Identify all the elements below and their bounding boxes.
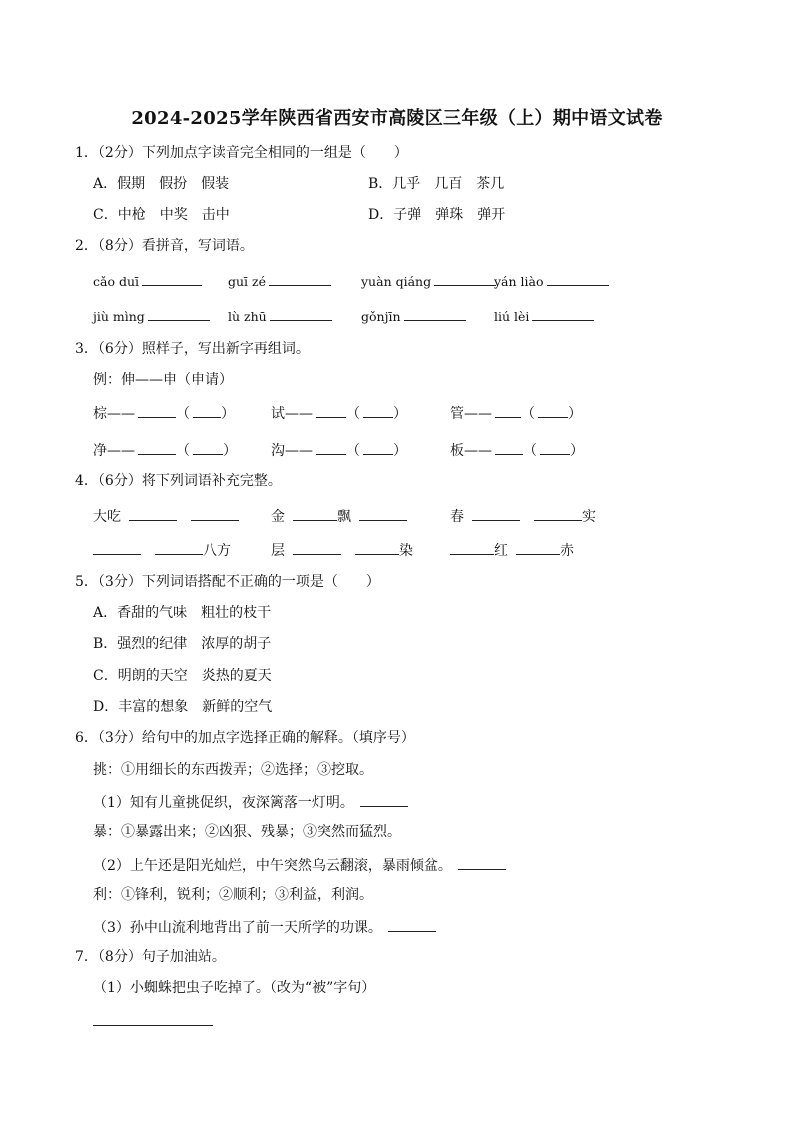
pinyin-item: [93, 271, 202, 291]
idiom-blank[interactable]: [359, 506, 407, 521]
pinyin-item: [228, 271, 331, 291]
idiom-part: 实: [582, 509, 596, 525]
close-paren: ）: [393, 443, 407, 459]
pinyin-item: [361, 306, 466, 326]
question-5-option-b: B．强烈的纪律 浓厚的胡子: [93, 636, 272, 652]
pinyin-text: jiù mìng: [93, 309, 145, 324]
idiom-blank[interactable]: [472, 506, 520, 521]
close-paren: ）: [221, 406, 235, 422]
idiom-blank[interactable]: [355, 540, 399, 555]
word-blank[interactable]: [193, 440, 223, 455]
idiom-blank[interactable]: [155, 540, 203, 555]
close-paren: ）: [568, 406, 582, 422]
sentence-item: [93, 855, 506, 875]
new-char-blank[interactable]: [316, 440, 346, 455]
question-7-stem: 7．（8分）句子加油站。: [75, 949, 226, 965]
sentence-item: [93, 792, 408, 812]
pinyin-text: lù zhū: [228, 309, 267, 324]
open-paren: （: [523, 443, 537, 459]
sentence-item: [93, 917, 436, 937]
open-paren: （: [346, 406, 360, 422]
idiom-item: [93, 540, 231, 560]
new-char-blank[interactable]: [138, 403, 176, 418]
question-1-option-c: C．中枪 中奖 击中: [93, 207, 230, 223]
pinyin-text: cǎo duī: [93, 274, 140, 289]
idiom-part: 八方: [203, 543, 231, 559]
answer-blank[interactable]: [547, 271, 609, 286]
question-7-sub-1: （1）小蜘蛛把虫子吃掉了。（改为“被”字句）: [93, 980, 376, 996]
question-3-stem: 3．（6分）照样子，写出新字再组词。: [75, 341, 310, 357]
answer-line[interactable]: [93, 1024, 213, 1026]
page-title: 2024-2025学年陕西省西安市高陵区三年级（上）期中语文试卷: [131, 108, 663, 129]
answer-blank[interactable]: [270, 306, 332, 321]
idiom-part: 大吃: [93, 509, 121, 525]
base-char: 管——: [450, 406, 492, 422]
word-item: [93, 440, 237, 460]
question-1-option-b: B．几乎 几百 茶几: [368, 176, 505, 192]
idiom-blank[interactable]: [516, 540, 560, 555]
new-char-blank[interactable]: [495, 440, 523, 455]
idiom-part: 春: [450, 509, 464, 525]
idiom-blank[interactable]: [191, 506, 239, 521]
question-1-stem: 1．（2分）下列加点字读音完全相同的一组是（ ）: [75, 145, 408, 161]
base-char: 净——: [93, 443, 135, 459]
question-1-option-d: D．子弹 弹珠 弹开: [368, 207, 506, 223]
base-char: 试——: [271, 406, 313, 422]
idiom-part: 金: [271, 509, 285, 525]
question-4-stem: 4．（6分）将下列词语补充完整。: [75, 473, 282, 489]
idiom-item: [93, 506, 239, 526]
answer-blank[interactable]: [269, 271, 331, 286]
sentence-text: （1）知有儿童挑促织，夜深篱落一灯明。: [93, 795, 354, 811]
question-2-stem: 2．（8分）看拼音，写词语。: [75, 238, 254, 254]
idiom-blank[interactable]: [293, 506, 337, 521]
answer-blank[interactable]: [142, 271, 202, 286]
new-char-blank[interactable]: [138, 440, 176, 455]
word-item: [450, 440, 584, 460]
idiom-part: 红: [494, 543, 508, 559]
question-5-option-d: D．丰富的想象 新鲜的空气: [93, 699, 273, 715]
idiom-item: [450, 540, 574, 560]
answer-blank[interactable]: [434, 271, 496, 286]
base-char: 棕——: [93, 406, 135, 422]
open-paren: （: [176, 406, 190, 422]
close-paren: ）: [223, 443, 237, 459]
open-paren: （: [176, 443, 190, 459]
word-item: [93, 403, 235, 423]
idiom-item: [271, 506, 407, 526]
question-1-option-a: A．假期 假扮 假装: [93, 176, 230, 192]
word-item: [271, 403, 407, 423]
answer-blank[interactable]: [360, 792, 408, 807]
sentence-text: （2）上午还是阳光灿烂，中午突然乌云翻滚，暴雨倾盆。: [93, 858, 452, 874]
word-blank[interactable]: [363, 440, 393, 455]
word-blank[interactable]: [193, 403, 221, 418]
sentence-text: （3）孙中山流利地背出了前一天所学的功课。: [93, 920, 382, 936]
idiom-part: 染: [399, 543, 413, 559]
pinyin-text: yán liào: [494, 274, 544, 289]
idiom-blank[interactable]: [534, 506, 582, 521]
close-paren: ）: [393, 406, 407, 422]
base-char: 沟——: [271, 443, 313, 459]
open-paren: （: [521, 406, 535, 422]
pinyin-item: [361, 271, 496, 291]
idiom-item: [450, 506, 596, 526]
pinyin-item: [494, 306, 594, 326]
question-5-option-a: A．香甜的气味 粗壮的枝干: [93, 605, 272, 621]
base-char: 板——: [450, 443, 492, 459]
word-item: [271, 440, 407, 460]
question-5-option-c: C．明朗的天空 炎热的夏天: [93, 668, 272, 684]
word-blank[interactable]: [540, 440, 570, 455]
close-paren: ）: [570, 443, 584, 459]
pinyin-text: liú lèi: [494, 309, 530, 324]
answer-blank[interactable]: [458, 855, 506, 870]
answer-blank[interactable]: [404, 306, 466, 321]
pinyin-item: [228, 306, 332, 326]
pinyin-text: yuàn qiáng: [361, 274, 432, 289]
word-blank[interactable]: [538, 403, 568, 418]
idiom-part: 飘: [337, 509, 351, 525]
new-char-blank[interactable]: [495, 403, 521, 418]
new-char-blank[interactable]: [316, 403, 346, 418]
word-blank[interactable]: [363, 403, 393, 418]
idiom-part: 层: [271, 543, 285, 559]
question-3-example: 例：伸——申（申请）: [93, 372, 233, 388]
idiom-blank[interactable]: [293, 540, 341, 555]
pinyin-text: guī zé: [228, 274, 267, 289]
idiom-item: [271, 540, 413, 560]
pinyin-item: [494, 271, 609, 291]
idiom-part: 赤: [560, 543, 574, 559]
answer-blank[interactable]: [388, 917, 436, 932]
idiom-blank[interactable]: [450, 540, 494, 555]
idiom-blank[interactable]: [93, 540, 141, 555]
question-6-stem: 6．（3分）给句中的加点字选择正确的解释。（填序号）: [75, 730, 415, 746]
answer-blank[interactable]: [148, 306, 210, 321]
open-paren: （: [346, 443, 360, 459]
definition-line: 利：①锋利，锐利；②顺利；③利益，利润。: [93, 887, 373, 903]
pinyin-item: [93, 306, 210, 326]
question-5-stem: 5．（3分）下列词语搭配不正确的一项是（ ）: [75, 574, 380, 590]
definition-line: 挑：①用细长的东西拨弄；②选择；③挖取。: [93, 762, 373, 778]
pinyin-text: gǒnjīn: [361, 309, 401, 324]
word-item: [450, 403, 582, 423]
answer-blank[interactable]: [532, 306, 594, 321]
idiom-blank[interactable]: [129, 506, 177, 521]
definition-line: 暴：①暴露出来；②凶狠、残暴；③突然而猛烈。: [93, 824, 401, 840]
